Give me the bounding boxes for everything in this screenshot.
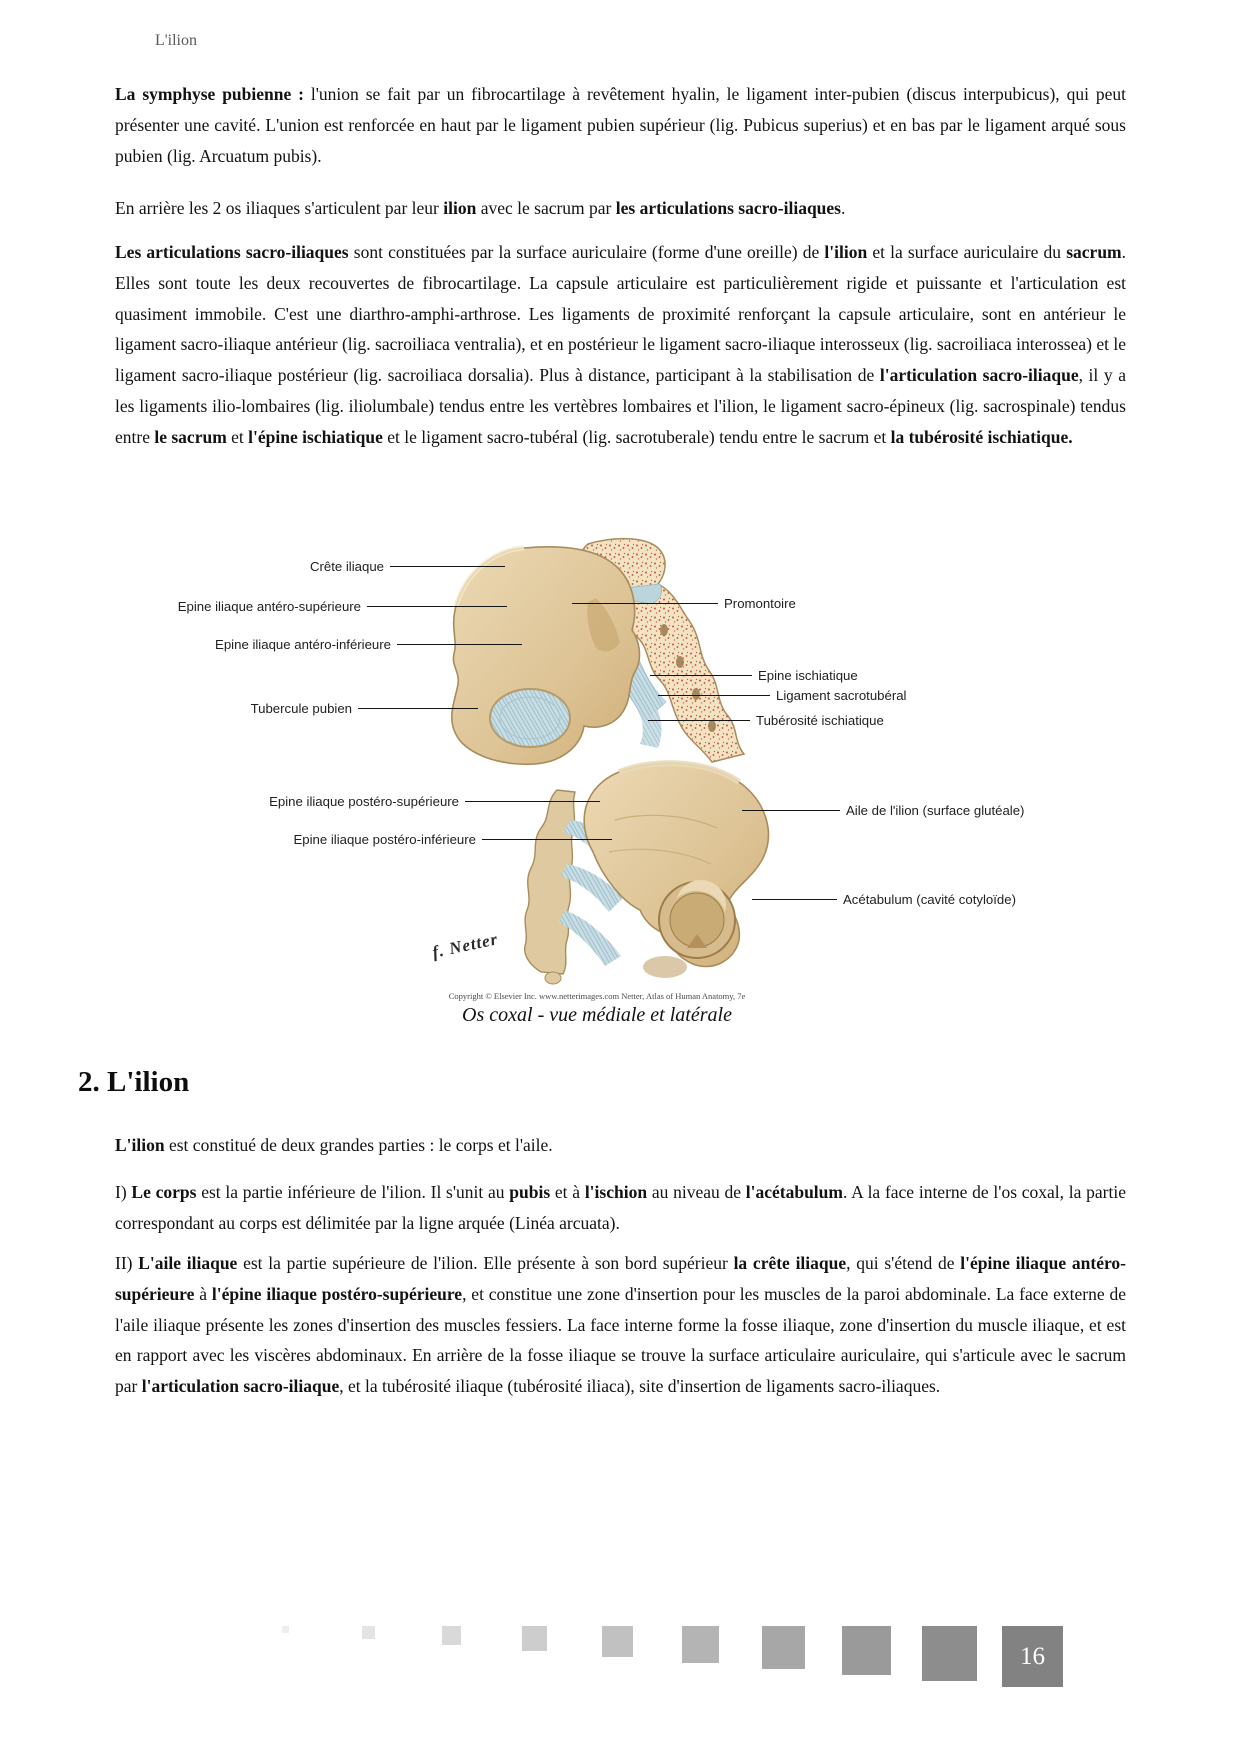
leader-line	[650, 675, 752, 676]
figure-label-crete-iliaque	[310, 559, 505, 574]
leader-line	[465, 801, 600, 802]
figure-label-epine-iliaque-postero-superieure	[269, 794, 600, 809]
figure-label-text: Promontoire	[724, 596, 796, 611]
figure-label-promontoire	[572, 596, 796, 611]
figure-label-ligament-sacrotuberal	[658, 688, 906, 703]
figure-label-text: Ligament sacrotubéral	[776, 688, 907, 703]
leader-line	[572, 603, 718, 604]
footer-gradient-square	[602, 1626, 633, 1657]
paragraph-ilion-intro: L'ilion est constitué de deux grandes parties : le corps et l'aile.	[115, 1135, 553, 1155]
figure-label-tubercule-pubien	[251, 701, 478, 716]
footer-gradient-square	[682, 1626, 719, 1663]
leader-line	[358, 708, 478, 709]
figure-label-tuberosite-ischiatique	[648, 713, 884, 728]
figure-label-text: Epine iliaque postéro-inférieure	[293, 832, 476, 847]
figure-label-acetabulum	[752, 892, 1016, 907]
paragraph-le-corps: I) Le corps est la partie inférieure de l'ilion. Il s'unit au pubis et à l'ischion au niveau de l'acétabulum. A la face interne de l'os coxal, la partie correspondant au corps est délimitée par la ligne arquée (Linéa arcuata).	[115, 1182, 1127, 1233]
figure-label-epine-iliaque-antero-superieure	[178, 599, 507, 614]
figure-label-epine-iliaque-postero-inferieure	[293, 832, 612, 847]
netter-signature: f. Netter	[430, 929, 500, 962]
figure-label-text: Crête iliaque	[309, 559, 384, 574]
page-number: 16	[1020, 1642, 1045, 1670]
footer-gradient-square	[282, 1626, 289, 1633]
paragraph-en-arriere: En arrière les 2 os iliaques s'articulent par leur ilion avec le sacrum par les articulations sacro-iliaques.	[115, 198, 846, 218]
leader-line	[390, 566, 505, 567]
figure-label-epine-ischiatique	[650, 668, 858, 683]
figure-copyright: Copyright © Elsevier Inc. www.netterimages.com Netter, Atlas of Human Anatomy, 7e	[448, 991, 746, 1001]
leader-line	[482, 839, 612, 840]
section-heading: 2. L'ilion	[78, 1066, 190, 1098]
leader-line	[367, 606, 507, 607]
leader-line	[658, 695, 770, 696]
figure-label-text: Aile de l'ilion (surface glutéale)	[846, 803, 1025, 818]
paragraph-symphyse-pubienne: La symphyse pubienne : l'union se fait par un fibrocartilage à revêtement hyalin, le ligament inter-pubien (discus interpubicus), qui peut présenter une cavité. L'union est renforcée en haut par le ligament pubien supérieur (lig. Pubicus superius) et en bas par le ligament arqué sous pubien (lig. Arcuatum pubis).	[115, 84, 1126, 166]
footer-gradient-square	[842, 1626, 891, 1675]
paragraph-aile-iliaque: II) L'aile iliaque est la partie supérieure de l'ilion. Elle présente à son bord supérieur la crête iliaque, qui s'étend de l'épine iliaque antéro-supérieure à l'épine iliaque postéro-supérieure, et constitue une zone d'insertion pour les muscles de la paroi abdominale. La face externe de l'aile iliaque présente les zones d'insertion des muscles fessiers. La face interne forme la fosse iliaque, zone d'insertion du muscle iliaque, et est en rapport avec les viscères abdominaux. En arrière de la fosse iliaque se trouve la surface articulaire auriculaire, qui s'articule avec le sacrum par l'articulation sacro-iliaque, et la tubérosité iliaque (tubérosité iliaca), site d'insertion de ligaments sacro-iliaques.	[115, 1253, 1127, 1397]
leader-line	[397, 644, 522, 645]
figure-caption: Os coxal - vue médiale et latérale	[462, 1004, 732, 1026]
figure-label-text: Tubérosité ischiatique	[756, 713, 884, 728]
running-header: L'ilion	[155, 32, 197, 49]
footer-gradient-square	[442, 1626, 461, 1645]
footer-gradient-square	[522, 1626, 547, 1651]
figure-label-text: Epine ischiatique	[758, 668, 858, 683]
figure-label-text: Epine iliaque antéro-supérieure	[177, 599, 361, 614]
leader-line	[742, 810, 840, 811]
footer-gradient-square	[762, 1626, 805, 1669]
figure-label-aile-de-l-ilion	[742, 803, 1024, 818]
leader-line	[648, 720, 750, 721]
figure-label-text: Acétabulum (cavité cotyloïde)	[843, 892, 1016, 907]
figure-label-text: Epine iliaque postéro-supérieure	[269, 794, 459, 809]
figure-label-text: Tubercule pubien	[250, 701, 352, 716]
figure-label-text: Epine iliaque antéro-inférieure	[215, 637, 391, 652]
figure-label-epine-iliaque-antero-inferieure	[215, 637, 522, 652]
page-number-square	[1002, 1626, 1063, 1687]
leader-line	[752, 899, 837, 900]
footer-gradient-square	[362, 1626, 375, 1639]
footer-gradient-square	[922, 1626, 977, 1681]
paragraph-articulations-sacro-iliaques: Les articulations sacro-iliaques sont constituées par la surface auriculaire (forme d'une oreille) de l'ilion et la surface auriculaire du sacrum. Elles sont toute les deux recouvertes de fibrocartilage. La capsule articulaire est particulièrement rigide et puissante et l'articulation est quasiment immobile. C'est une diarthro-amphi-arthrose. Les ligaments de proximité renforçant la capsule articulaire, sont en antérieur le ligament sacro-iliaque antérieur (lig. sacroiliaca ventralia), et en postérieur le ligament sacro-iliaque interosseux (lig. sacroiliaca interossea) et le ligament sacro-iliaque postérieur (lig. sacroiliaca dorsalia). Plus à distance, participant à la stabilisation de l'articulation sacro-iliaque, il y a les ligaments ilio-lombaires (lig. iliolumbale) tendus entre les vertèbres lombaires et l'ilion, le ligament sacro-épineux (lig. sacrospinale) tendus entre le sacrum et l'épine ischiatique et le ligament sacro-tubéral (lig. sacrotuberale) tendu entre le sacrum et la tubérosité ischiatique.	[115, 242, 1126, 447]
